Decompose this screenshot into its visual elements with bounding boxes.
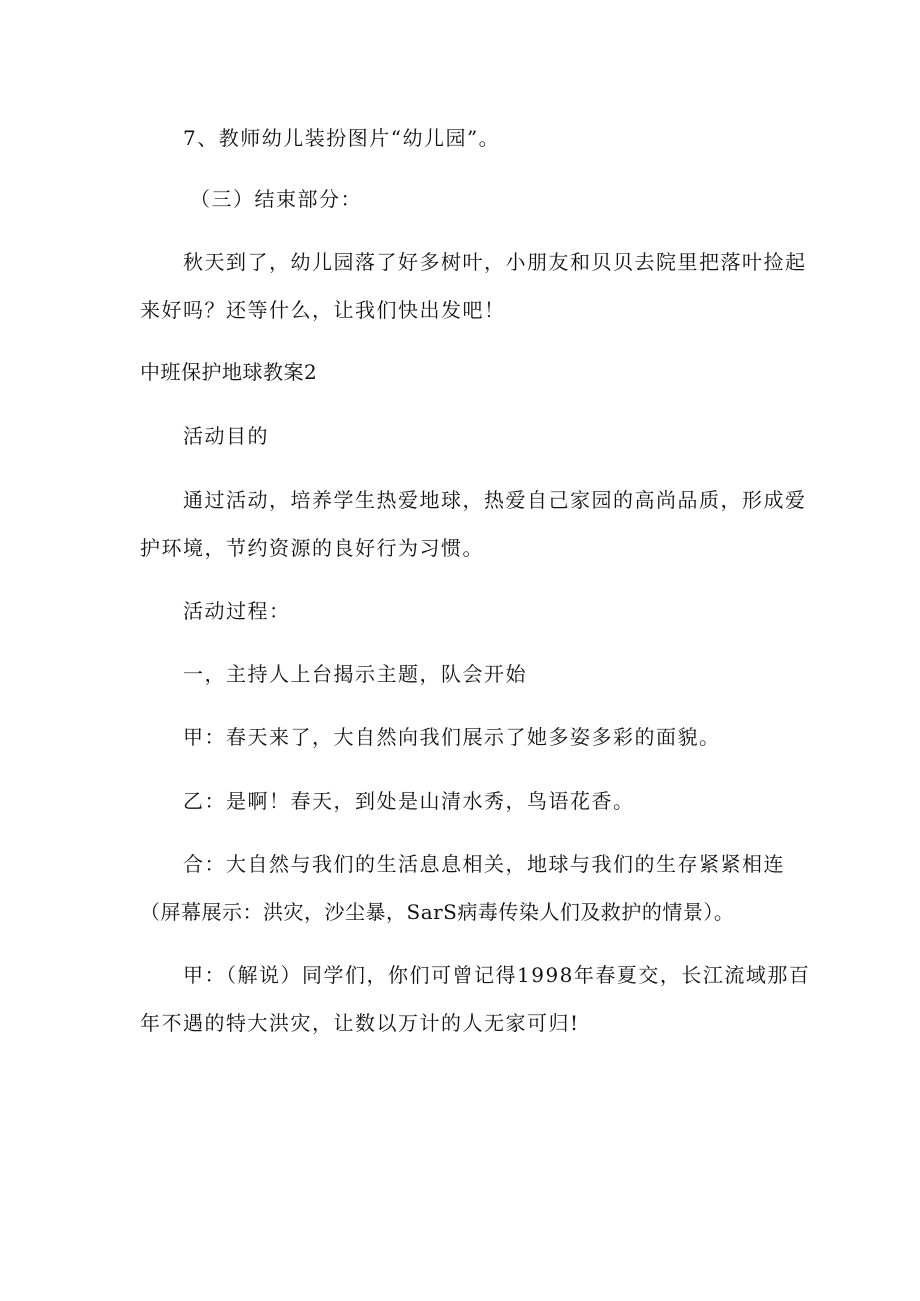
dialogue-jia-2-line-2: 年不遇的特大洪灾，让数以万计的人无家可归!: [140, 1011, 580, 1035]
dialogue-jia-2-line-1: 甲：（解说）同学们，你们可曾记得1998年春夏交，长江流域那百: [183, 963, 811, 987]
paragraph-autumn-line-1: 秋天到了，幼儿园落了好多树叶，小朋友和贝贝去院里把落叶捡起: [183, 250, 807, 274]
dialogue-jia-1: 甲：春天来了，大自然向我们展示了她多姿多彩的面貌。: [183, 725, 721, 749]
paragraph-autumn-line-2: 来好吗？还等什么，让我们快出发吧！: [140, 298, 506, 322]
process-step-1: 一，主持人上台揭示主题，队会开始: [183, 662, 527, 686]
step-7-text: 7、教师幼儿装扮图片“幼儿园”。: [183, 126, 501, 150]
dialogue-he-line-1: 合：大自然与我们的生活息息相关，地球与我们的生存紧紧相连: [183, 852, 785, 876]
heading-activity-process: 活动过程：: [183, 599, 291, 623]
dialogue-he-line-2: （屏幕展示：洪灾，沙尘暴，SarS病毒传染人们及救护的情景）。: [140, 900, 735, 924]
lesson-title: 中班保护地球教案2: [140, 360, 318, 384]
paragraph-goal-line-1: 通过活动，培养学生热爱地球，热爱自己家园的高尚品质，形成爱: [183, 488, 807, 512]
section-heading-closing: （三）结束部分：: [190, 187, 362, 211]
paragraph-goal-line-2: 护环境，节约资源的良好行为习惯。: [140, 536, 484, 560]
heading-activity-goal: 活动目的: [183, 424, 269, 448]
dialogue-yi-1: 乙：是啊！春天，到处是山清水秀，鸟语花香。: [183, 789, 635, 813]
